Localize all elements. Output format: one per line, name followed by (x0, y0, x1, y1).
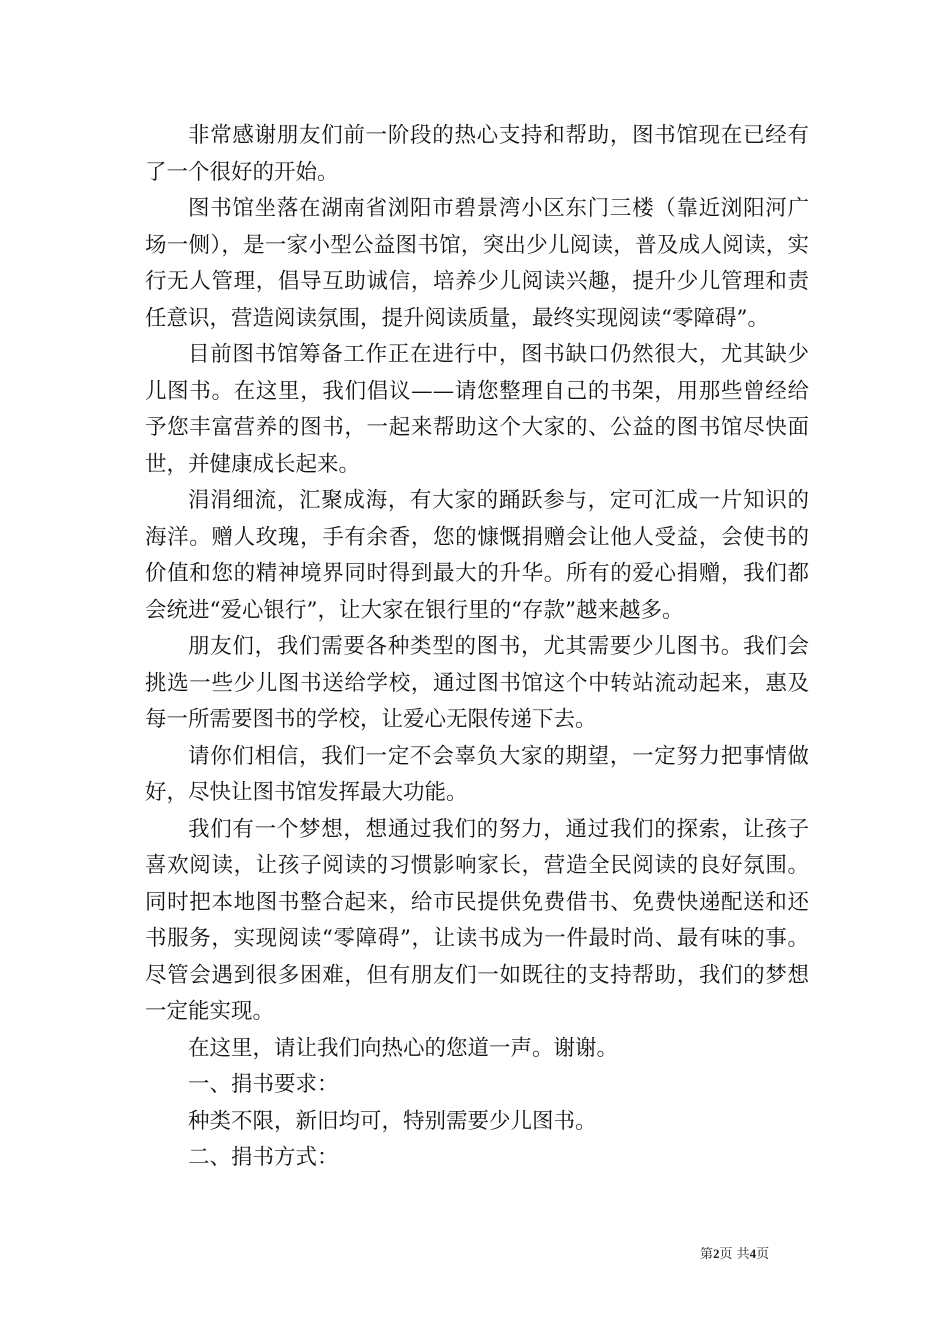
document-body (145, 118, 809, 1177)
footer-middle: 页 共 (719, 1247, 750, 1262)
heading-donation-methods: 二、捐书方式： (188, 1145, 339, 1170)
paragraph-thank-you: 在这里，请让我们向热心的您道一声。谢谢。 (188, 1035, 619, 1061)
footer-total-pages: 4 (749, 1246, 757, 1261)
paragraph-requirements-detail: 种类不限，新旧均可，特别需要少儿图书。 (188, 1108, 597, 1134)
page-number-footer (700, 1245, 860, 1264)
paragraph-thanks: 非常感谢朋友们前一阶段的热心支持和帮助，图书馆现在已经有了一个很好的开始。 (145, 123, 809, 185)
paragraph-location: 图书馆坐落在湖南省浏阳市碧景湾小区东门三楼（靠近浏阳河广场一侧），是一家小型公益图书馆，突出少儿阅读，普及成人阅读，实行无人管理，倡导互助诚信，培养少儿阅读兴趣，提升少儿管理和责任意识，营造阅读氛围，提升阅读质量，最终实现阅读“零障碍”。 (145, 196, 809, 331)
paragraph-dream: 我们有一个梦想，想通过我们的努力，通过我们的探索，让孩子喜欢阅读，让孩子阅读的习惯影响家长，营造全民阅读的良好氛围。同时把本地图书整合起来，给市民提供免费借书、免费快递配送和还书服务，实现阅读“零障碍”，让读书成为一件最时尚、最有味的事。尽管会遇到很多困难，但有朋友们一如既往的支持帮助，我们的梦想一定能实现。 (145, 816, 809, 1024)
footer-current-page: 2 (713, 1246, 720, 1261)
paragraph-book-types: 朋友们，我们需要各种类型的图书，尤其需要少儿图书。我们会挑选一些少儿图书送给学校，通过图书馆这个中转站流动起来，惠及每一所需要图书的学校，让爱心无限传递下去。 (145, 634, 809, 732)
footer-prefix: 第 (700, 1247, 714, 1262)
paragraph-preparation: 目前图书馆筹备工作正在进行中，图书缺口仍然很大，尤其缺少儿图书。在这里，我们倡议——请您整理自己的书架，用那些曾经给予您丰富营养的图书，一起来帮助这个大家的、公益的图书馆尽快面世，并健康成长起来。 (145, 342, 809, 477)
paragraph-promise: 请你们相信，我们一定不会辜负大家的期望，一定努力把事情做好，尽快让图书馆发挥最大功能。 (145, 743, 809, 805)
paragraph-donation-value: 涓涓细流，汇聚成海，有大家的踊跃参与，定可汇成一片知识的海洋。赠人玫瑰，手有余香，您的慷慨捐赠会让他人受益，会使书的价值和您的精神境界同时得到最大的升华。所有的爱心捐赠，我们都会统进“爱心银行”，让大家在银行里的“存款”越来越多。 (145, 488, 809, 623)
footer-suffix: 页 (756, 1247, 770, 1262)
heading-donation-requirements: 一、捐书要求： (188, 1072, 339, 1097)
